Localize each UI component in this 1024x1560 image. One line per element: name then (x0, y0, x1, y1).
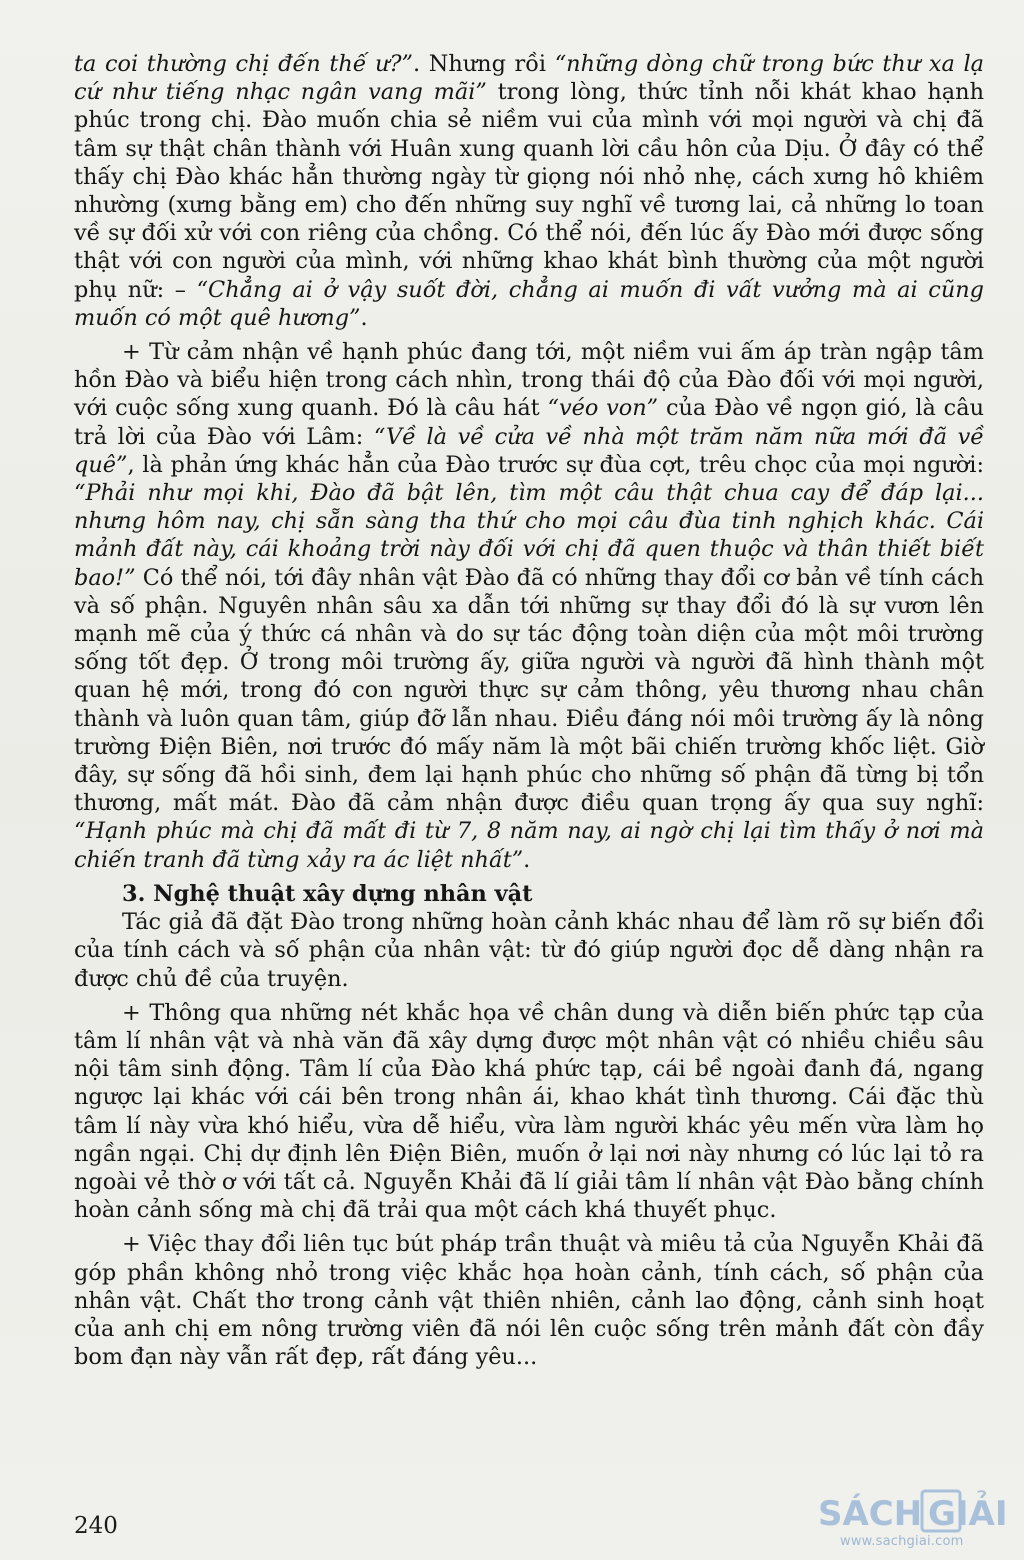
text-run: + Thông qua những nét khắc họa về chân dung và diễn biến phức tạp của tâm lí nhân vật và nhà văn đã xây dựng được một nhân vật có nhiều chiều sâu nội tâm sinh động. Tâm lí của Đào khá phức tạp, cái bề ngoài đanh đá, ngang ngược lại khác với cái bên trong nhân ái, khao khát tình thương. Cái đặc thù tâm lí này vừa khó hiểu, vừa dễ hiểu, vừa làm người khác yêu mến vừa làm họ ngần ngại. Chị dự định lên Điện Biên, muốn ở lại nơi này nhưng có lúc lại tỏ ra ngoài vẻ thờ ơ với tất cả. Nguyễn Khải đã lí giải tâm lí nhân vật Đào bằng chính hoàn cảnh sống mà chị đã trải qua một cách khá thuyết phục. (74, 999, 984, 1224)
text-run: . (360, 304, 368, 331)
paragraph-intro-art (74, 908, 984, 993)
paragraph-psychology (74, 999, 984, 1225)
text-run: + Từ cảm nhận về hạnh phúc đang tới, một niềm vui ấm áp tràn ngập tâm hồn Đào và biểu hiện trong cách nhìn, trong thái độ của Đào đối với mọi người, với cuộc sống xung quanh. Đó là câu hát (74, 339, 984, 422)
page-number: 240 (74, 1513, 118, 1539)
text-run: Có thể nói, tới đây nhân vật Đào đã có những thay đổi cơ bản về tính cách và số phận. Nguyên nhân sâu xa dẫn tới những sự thay đổi đó là sự vươn lên mạnh mẽ của ý thức cá nhân và do sự tác động toàn diện của một môi trường sống tốt đẹp. Ở trong môi trường ấy, giữa người và người đã hình thành một quan hệ mới, trong đó con người thực sự cảm thông, yêu thương nhau chân thành và luôn quan tâm, giúp đỡ lẫn nhau. Điều đáng nói môi trường ấy là nông trường Điện Biên, nơi trước đó mấy năm là một bãi chiến trường khốc liệt. Giờ đây, sự sống đã hồi sinh, đem lại hạnh phúc cho những số phận đã từng bị tổn thương, mất mát. Đào đã cảm nhận được điều quan trọng ấy qua suy nghĩ: (74, 564, 984, 817)
text-run: của Đào về ngọn gió, là câu trả lời của Đào với Lâm: (74, 395, 984, 450)
text-run: trong lòng, thức tỉnh nỗi khát khao hạnh phúc trong chị. Đào muốn chia sẻ niềm vui của mình với mọi người và chị đã tâm sự thật chân thành với Huân xung quanh lời cầu hôn của Dịu. Ở đây có thể thấy chị Đào khác hẳn thường ngày từ giọng nói nhỏ nhẹ, cách xưng hô khiêm nhường (xưng bằng em) cho đến những suy nghĩ về tương lai, cả những lo toan về sự đối xử với con riêng của chồng. Có thể nói, đến lúc ấy Đào mới được sống thật với con người của mình, với những khao khát bình thường của một người phụ nữ: – (74, 79, 984, 303)
italic-quote: “Phải như mọi khi, Đào đã bật lên, tìm một câu thật chua cay để đáp lại... nhưng hôm nay, chị sẵn sàng tha thứ cho mọi câu đùa tinh nghịch khác. Cái mảnh đất này, cái khoảng trời này đối với chị đã quen thuộc và thân thiết biết bao!” (74, 480, 984, 591)
text-run: + Việc thay đổi liên tục bút pháp trần thuật và miêu tả của Nguyễn Khải đã góp phần không nhỏ trong việc khắc họa hoàn cảnh, tính cách, số phận của nhân vật. Chất thơ trong cảnh vật thiên nhiên, cảnh lao động, cảnh sinh hoạt của anh chị em nông trường viên đã nói lên cuộc sống trên mảnh đất còn đầy bom đạn này vẫn rất đẹp, rất đáng yêu... (74, 1231, 984, 1371)
paragraph-narration (74, 1230, 984, 1371)
section-heading: 3. Nghệ thuật xây dựng nhân vật (122, 880, 533, 907)
italic-quote: “Chẳng ai ở vậy suốt đời, chẳng ai muốn đi vất vưởng mà ai cũng muốn có một quê hương” (74, 276, 984, 331)
text-run: . Nhưng rồi (413, 51, 555, 77)
italic-quote: “những dòng chữ trong bức thư xa lạ cứ như tiếng nhạc ngân vang mãi” (74, 51, 984, 106)
italic-quote: ta coi thường chị đến thế ư?” (74, 51, 413, 77)
text-run: Tác giả đã đặt Đào trong những hoàn cảnh khác nhau để làm rõ sự biến đổi của tính cách và số phận của nhân vật: từ đó giúp người đọc dễ dàng nhận ra được chủ đề của truyện. (74, 909, 984, 992)
paragraph-continued (74, 50, 984, 332)
watermark (818, 1488, 1018, 1554)
italic-quote: “Hạnh phúc mà chị đã mất đi từ 7, 8 năm nay, ai ngờ chị lại tìm thấy ở nơi mà chiến tranh đã từng xảy ra ác liệt nhất” (74, 818, 984, 873)
svg-text:SÁCH: SÁCH (818, 1494, 923, 1534)
italic-quote: “Về là về cửa về nhà một trăm năm nữa mới đã về quê” (74, 423, 984, 478)
text-run: , là phản ứng khác hẳn của Đào trước sự đùa cợt, trêu chọc của mọi người: (127, 451, 984, 478)
watermark-url: www.sachgiai.com (840, 1534, 964, 1549)
italic-quote: “véo von” (547, 395, 659, 422)
paragraph-happiness (74, 338, 984, 874)
page-content (74, 50, 984, 1371)
text-run: . (523, 846, 531, 873)
svg-text:GIẢI: GIẢI (928, 1494, 1008, 1534)
sachgiai-logo (818, 1488, 1018, 1534)
